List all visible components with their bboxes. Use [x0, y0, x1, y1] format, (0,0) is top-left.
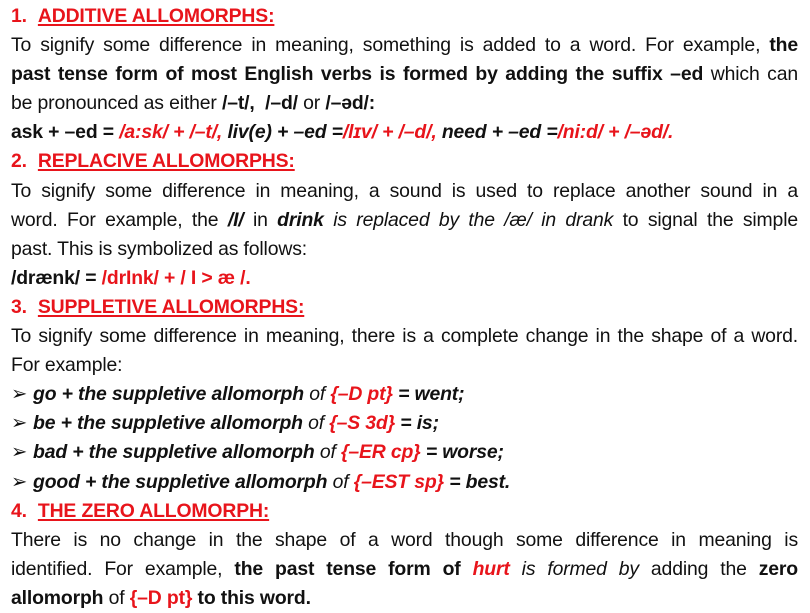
text-run: To signify some difference in meaning, a sound is used to replace another sound in a	[11, 179, 798, 202]
morpheme-label: {–D pt}	[129, 586, 193, 609]
example-line	[11, 118, 798, 147]
text-run: to signal the simple	[622, 208, 798, 231]
text-run: To signify some difference in meaning, something is added to a word. For example,	[11, 34, 761, 57]
example-word: hurt	[472, 557, 510, 580]
arrow-bullet-icon: ➢	[11, 383, 28, 406]
section-number: 2.	[11, 150, 27, 173]
list-item	[11, 468, 798, 497]
paragraph-line	[11, 322, 798, 351]
section-number: 4.	[11, 499, 27, 522]
text-run-bold-italic: = went;	[398, 383, 465, 406]
paragraph-line	[11, 351, 798, 380]
text-run-bold: /–əd/:	[325, 92, 376, 115]
text-run-italic: of	[309, 383, 326, 406]
arrow-bullet-icon: ➢	[11, 441, 28, 464]
text-run-bold: /–t/,	[221, 92, 255, 115]
section-title: THE ZERO ALLOMORPH:	[37, 499, 270, 522]
text-run: in	[252, 208, 268, 231]
arrow-bullet-icon: ➢	[11, 470, 28, 493]
section-number: 1.	[11, 5, 27, 27]
formula-term: /drænk/ =	[11, 266, 97, 289]
text-run: or	[303, 92, 321, 115]
text-run-bold-italic: go + the suppletive allomorph	[33, 383, 304, 406]
text-run-bold-italic: be + the suppletive allomorph	[33, 412, 303, 435]
text-run-bold-italic: bad + the suppletive allomorph	[33, 441, 315, 464]
list-item	[11, 409, 798, 438]
text-run: There is no change in the shape of a word though some difference in meaning is	[11, 528, 798, 551]
paragraph-line	[11, 60, 798, 89]
text-run: past. This is symbolized as follows:	[11, 237, 307, 260]
text-run: be pronounced as either	[11, 92, 217, 115]
text-run-bold: zero	[758, 557, 798, 580]
text-run: To signify some difference in meaning, there is a complete change in the shape of a word.	[11, 325, 798, 348]
paragraph-line	[11, 235, 798, 264]
section-number: 3.	[11, 295, 27, 318]
text-run: adding the	[650, 557, 747, 580]
list-item	[11, 380, 798, 409]
text-run-bold-italic: drink	[277, 208, 324, 231]
paragraph-line	[11, 584, 798, 613]
heading-additive-allomorphs	[11, 2, 798, 31]
heading-replacive-allomorphs	[11, 147, 798, 176]
arrow-bullet-icon: ➢	[11, 412, 28, 435]
example-transcription: /ni:d/ + /–əd/.	[557, 121, 674, 144]
example-term: need + –ed =	[441, 121, 558, 144]
example-term: ask + –ed =	[11, 121, 114, 144]
text-run: which can	[710, 63, 798, 86]
example-transcription: /lɪv/ + /–d/,	[342, 121, 437, 144]
text-run-italic: is replaced by the /æ/ in drank	[333, 208, 614, 231]
section-title: REPLACIVE ALLOMORPHS:	[37, 150, 295, 173]
heading-suppletive-allomorphs	[11, 293, 798, 322]
list-item	[11, 438, 798, 467]
paragraph-line	[11, 555, 798, 584]
morpheme-label: {–EST sp}	[353, 470, 444, 493]
formula-transcription: /drInk/ + / I > æ /.	[101, 266, 251, 289]
example-transcription: /a:sk/ + /–t/,	[119, 121, 223, 144]
paragraph-line	[11, 177, 798, 206]
text-run-italic: of	[332, 470, 349, 493]
paragraph-line	[11, 89, 798, 118]
formula-line	[11, 264, 798, 293]
text-run: word. For example, the	[11, 208, 219, 231]
morpheme-label: {–S 3d}	[329, 412, 396, 435]
paragraph-line	[11, 526, 798, 555]
text-run-italic: is formed by	[521, 557, 639, 580]
text-run-bold-italic: good + the suppletive allomorph	[33, 470, 328, 493]
morpheme-label: {–D pt}	[330, 383, 393, 406]
morpheme-label: {–ER cp}	[340, 441, 421, 464]
example-term: liv(e) + –ed =	[227, 121, 343, 144]
text-run-italic: of	[319, 441, 336, 464]
text-run-bold: /–d/	[265, 92, 298, 115]
text-run-bold: the past tense form of	[234, 557, 461, 580]
text-run-bold-italic: = is;	[400, 412, 439, 435]
text-run: For example:	[11, 354, 123, 377]
paragraph-line	[11, 31, 798, 60]
text-run-bold: past tense form of most English verbs is formed by adding the suffix –ed	[11, 63, 704, 86]
text-run-bold-italic: /I/	[227, 208, 244, 231]
heading-zero-allomorph	[11, 497, 798, 526]
section-title: ADDITIVE ALLOMORPHS:	[37, 5, 275, 27]
paragraph-line	[11, 206, 798, 235]
text-run-bold-italic: = best.	[449, 470, 511, 493]
section-title: SUPPLETIVE ALLOMORPHS:	[37, 295, 305, 318]
text-run-bold: the	[769, 34, 798, 57]
text-run-bold-italic: = worse;	[425, 441, 504, 464]
text-run: of	[108, 586, 125, 609]
text-run-bold: to this word.	[197, 586, 311, 609]
text-run-italic: of	[308, 412, 324, 435]
text-run-bold: allomorph	[11, 586, 104, 609]
text-run: identified. For example,	[11, 557, 223, 580]
